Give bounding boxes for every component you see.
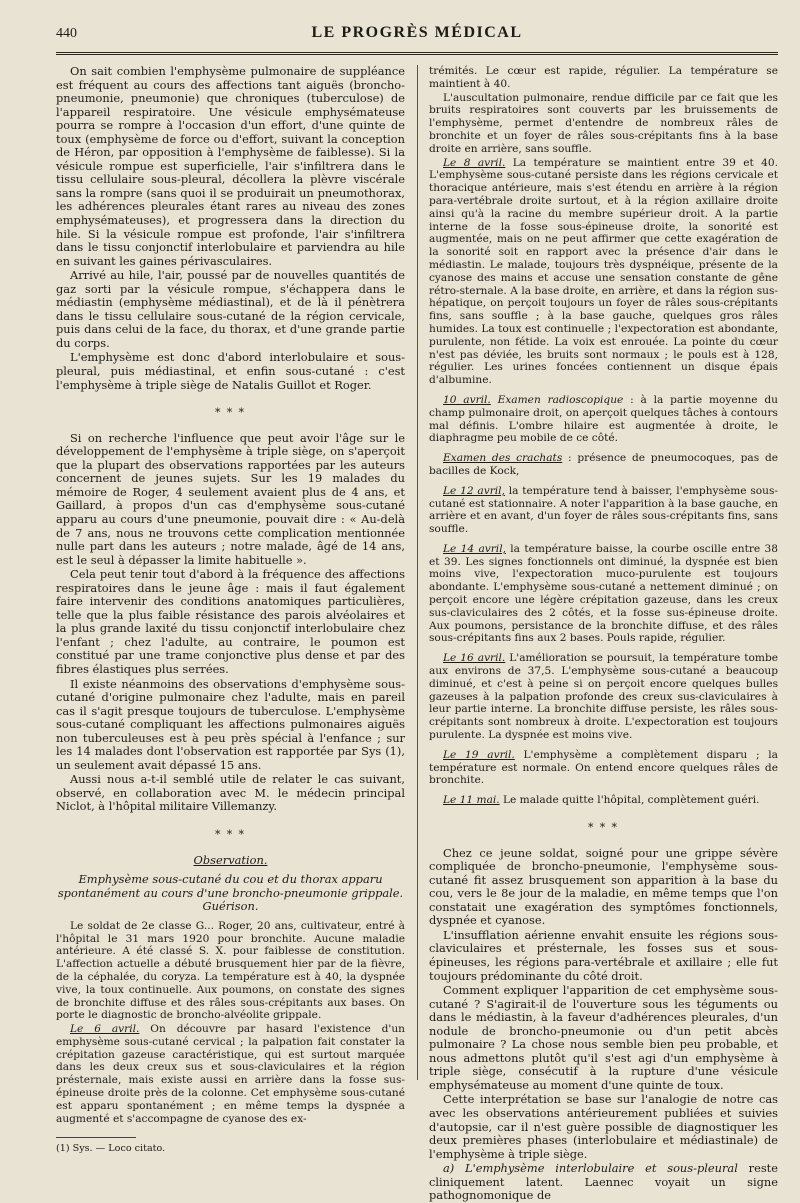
- paragraph: Si on recherche l'influence que peut avoir l'âge sur le développement de l'emphysème à triple siège, on s'aperçoit que la plupart des observations rapportées par les auteurs concernent de jeunes sujets. Sur les 19 malades du mémoire de Roger, 4 seulement avaient plus de 4 ans, et Gaillard, à propos d'un cas d'emphysème sous-cutané apparu au cours d'une pneumonie, pouvait dire : « Au-delà de 7 ans, nous ne trouvons cette complication mentionnée nulle part dans les auteurs ; notre malade, âgé de 14 ans, est le seul à dépasser la limite habituelle ».: [56, 430, 405, 567]
- entry-date: Le 11 mai.: [443, 794, 500, 807]
- entry-text: La température se maintient entre 39 et 40. L'emphysème sous-cutané persiste dans les régions cervicale et thoracique antérieure, mais s'est étendu en arrière à la région para-vertébrale droite surtout, et à la région axillaire droite ainsi qu'à la racine du membre supérieur droit. A la partie interne de la fosse sous-épineuse droite, la sonorité est augmentée, mais on ne peut affirmer que cette exagération de la sonorité soit en rapport avec la présence d'air dans le médiastin. Le malade, toujours très dyspnéique, présente de la cyanose des mains et accuse une sensation constante de gêne rétro-sternale. A la base droite, en arrière, et dans la région sus-hépatique, on perçoit toujours un foyer de râles sous-crépitants fins, sans souffle ; à la base gauche, quelques gros râles humides. La toux est continuelle ; l'expectoration est abondante, purulente, non fétide. La voix est enrouée. La pointe du cœur n'est pas déviée, les bruits sont normaux ; le pouls est à 128, régulier. Les urines foncées contiennent un disque épais d'albumine.: [429, 156, 778, 387]
- paragraph: Le soldat de 2e classe G... Roger, 20 ans, cultivateur, entré à l'hôpital le 31 mars 1920 pour bronchite. Aucune maladie antérieure. A été classé S. X. pour faiblesse de constitution. L'affection actuelle a débuté brusquement hier par de la fièvre, de la céphalée, du coryza. La température est à 40, la dyspnée vive, la toux continuelle. Aux poumons, on constate des signes de bronchite diffuse et des râles sous-crépitants aux bases. On porte le diagnostic de broncho-alvéolite grippale.: [56, 919, 405, 1022]
- entry-date: 10 avril.: [443, 393, 491, 406]
- paragraph: Arrivé au hile, l'air, poussé par de nouvelles quantités de gaz sorti par la vésicule rompue, s'échappera dans le médiastin (emphysème médiastinal), et de là il pénètrera dans le tissu cellulaire sous-cutané de la région cervicale, puis dans celui de la face, du thorax, et d'une grande partie du corps.: [56, 268, 405, 350]
- entry-label: a) L'emphysème interlobulaire et sous-pleural: [443, 1161, 738, 1176]
- column-divider: [417, 65, 418, 1080]
- paragraph: [429, 794, 778, 807]
- observation-heading: Observation.: [193, 852, 268, 867]
- entry-text: L'emphysème a complètement disparu ; la température est normale. On entend encore quelques râles de bronchite.: [429, 748, 778, 787]
- paragraph: trémités. Le cœur est rapide, régulier. La température se maintient à 40.: [429, 65, 778, 90]
- footnote-rule: [56, 1137, 136, 1138]
- paragraph: Comment expliquer l'apparition de cet emphysème sous-cutané ? S'agirait-il de l'ouverture sous les téguments ou dans le médiastin, à la faveur d'adhérences pleurales, d'un nodule de broncho-pneumonie ou d'un petit abcès pulmonaire ? La chose nous semble bien peu probable, et nous admettons plutôt qu'il s'est agi d'un emphysème à triple siège, consécutif à la rupture d'une vésicule emphysémateuse au moment d'une quinte de toux.: [429, 983, 778, 1092]
- section-separator: * * *: [588, 821, 619, 835]
- paragraph: L'auscultation pulmonaire, rendue difficile par ce fait que les bruits respiratoires sont couverts par les bruissements de l'emphysème, permet d'entendre de nombreux râles de bronchite et un foyer de râles sous-crépitants fins à la base droite en arrière, sans souffle.: [429, 91, 778, 155]
- paragraph: [56, 1023, 405, 1125]
- left-column: [56, 64, 405, 1155]
- entry-text: : à la partie moyenne du champ pulmonaire droit, on aperçoit quelques tâches à contours mal définis. L'ombre hilaire est augmentée à droite, le diaphragme peu mobile de ce côté.: [429, 393, 778, 445]
- paragraph: Chez ce jeune soldat, soigné pour une grippe sévère compliquée de broncho-pneumonie, l'emphysème sous-cutané fit assez brusquement son apparition à la base du cou, vers le 8e jour de la maladie, en même temps que l'on constatait une exagération des symptômes fonctionnels, dyspnée et cyanose.: [429, 845, 778, 928]
- paragraph: L'emphysème est donc d'abord interlobulaire et sous-pleural, puis médiastinal, et enfin sous-cutané : c'est l'emphysème à triple siège de Natalis Guillot et Roger.: [56, 350, 405, 392]
- entry-text: reste cliniquement latent. Laennec voyait un signe pathognomonique de: [429, 1161, 778, 1203]
- paragraph: [429, 394, 778, 445]
- paragraph: Cette interprétation se base sur l'analogie de notre cas avec les observations antérieurement publiées et suivies d'autopsie, car il n'est guère possible de diagnostiquer les deux premières phases (interlobulaire et médiastinale) de l'emphysème à triple siège.: [429, 1092, 778, 1161]
- entry-label: Examen radioscopique: [490, 393, 624, 406]
- paragraph: Aussi nous a-t-il semblé utile de relater le cas suivant, observé, en collaboration avec M. le médecin principal Niclot, à l'hôpital militaire Villemanzy.: [56, 772, 405, 814]
- right-column: [429, 65, 778, 1203]
- paragraph: [429, 652, 778, 742]
- entry-date: Le 16 avril.: [443, 652, 506, 665]
- section-separator: * * *: [215, 827, 246, 841]
- observation-title: Emphysème sous-cutané du cou et du thorax apparu spontanément au cours d'une broncho-pneumonie grippale. Guérison.: [57, 872, 404, 914]
- entry-text: L'amélioration se poursuit, la température tombe aux environs de 37,5. L'emphysème sous-cutané a beaucoup diminué, et c'est à peine si on perçoit encore quelques bulles gazeuses à la palpation profonde des creux sus-claviculaires à leur partie interne. La bronchite diffuse persiste, les râles sous-crépitants sont nombreux à droite. L'expectoration est toujours purulente. La dyspnée est moins vive.: [429, 652, 778, 742]
- entry-text: la température tend à baisser, l'emphysème sous-cutané est stationnaire. A noter l'apparition à la base gauche, en arrière et en avant, d'un foyer de râles sous-crépitants fins, sans souffle.: [429, 484, 778, 536]
- page-number: 440: [56, 26, 77, 41]
- entry-text: la température baisse, la courbe oscille entre 38 et 39. Les signes fonctionnels ont diminué, la dyspnée est bien moins vive, l'expectoration muco-purulente est toujours abondante. L'emphysème sous-cutané a nettement diminué ; on perçoit encore une légère crépitation gazeuse, dans les creux sus-claviculaires des 2 côtés, et la fosse sus-épineuse droite. Aux poumons, persistance de la bronchite diffuse, et des râles sous-crépitants fins aux 2 bases. Pouls rapide, régulier.: [429, 542, 778, 645]
- section-separator: * * *: [215, 406, 246, 420]
- entry-date: Le 8 avril.: [443, 156, 506, 169]
- article-columns: [56, 64, 778, 1203]
- paragraph: [429, 1162, 778, 1203]
- entry-text: Le malade quitte l'hôpital, complètement guéri.: [499, 794, 760, 807]
- entry-label: Examen des crachats: [443, 452, 563, 465]
- running-title: LE PROGRÈS MÉDICAL: [311, 24, 523, 41]
- entry-date: Le 19 avril.: [443, 748, 515, 761]
- entry-text: : présence de pneumocoques, pas de bacilles de Kock,: [429, 452, 778, 477]
- paragraph: [429, 749, 778, 787]
- page-header: [56, 20, 778, 42]
- paragraph: [429, 543, 778, 645]
- header-rule: [56, 52, 778, 55]
- paragraph: Cela peut tenir tout d'abord à la fréquence des affections respiratoires dans le jeune âge : mais il faut également faire intervenir des conditions anatomiques particulières, telle que la plus faible résistance des parois alvéolaires et la plus grande laxité du tissu conjonctif interlobulaire chez l'enfant ; chez l'adulte, au contraire, le poumon est constitué par une trame conjonctive plus dense et par des fibres élastiques plus serrées.: [56, 567, 405, 676]
- entry-date: Le 14 avril,: [443, 542, 506, 555]
- paragraph: [429, 485, 778, 536]
- paragraph: [429, 157, 778, 387]
- paragraph: Il existe néanmoins des observations d'emphysème sous-cutané d'origine pulmonaire chez l'adulte, mais en pareil cas il s'agit presque toujours de tuberculose. L'emphysème sous-cutané compliquant les affections pulmonaires aiguës non tuberculeuses est à peu près spécial à l'enfance ; sur les 14 malades dont l'observation est rapportée par Sys (1), un seulement avait dépassé 15 ans.: [56, 676, 405, 772]
- entry-date: Le 12 avril,: [443, 484, 505, 497]
- paragraph: On sait combien l'emphysème pulmonaire de suppléance est fréquent au cours des affections tant aiguës (broncho-pneumonie, pneumonie) que chroniques (tuberculose) de l'appareil respiratoire. Une vésicule emphysémateuse pourra se rompre à l'occasion d'un effort, d'une quinte de toux (emphysème de force ou d'effort, suivant la conception de Héron, par opposition à l'emphysème de faiblesse). Si la vésicule rompue est superficielle, l'air s'infiltrera dans le tissu cellulaire sous-pleural, décollera la plèvre viscérale sans la rompre (sans quoi il se produirait un pneumothorax, les adhérences pleurales étant rares au niveau des zones emphysémateuses), et progressera dans la direction du hile. Si la vésicule rompue est profonde, l'air s'infiltrera dans le tissu conjonctif interlobulaire et parviendra au hile en suivant les gaines périvasculaires.: [56, 64, 405, 268]
- paragraph: [429, 452, 778, 478]
- entry-date: Le 6 avril.: [70, 1023, 140, 1036]
- entry-text: On découvre par hasard l'existence d'un emphysème sous-cutané cervical ; la palpation fait constater la crépitation gazeuse caractéristique, qui est surtout marquée dans les deux creux sus et sous-claviculaires et la région présternale, mais existe aussi en arrière dans la fosse sus-épineuse droite près de la colonne. Cet emphysème sous-cutané est apparu spontanément ; en même temps la dyspnée a augmenté et s'accompagne de cyanose des ex-: [56, 1023, 405, 1125]
- footnote: (1) Sys. — Loco citato.: [56, 1143, 166, 1155]
- paragraph: L'insufflation aérienne envahit ensuite les régions sous-claviculaires et présternale, les fosses sus et sous-épineuses, les régions para-vertébrale et axillaire ; elle fut toujours prédominante du côté droit.: [429, 927, 778, 983]
